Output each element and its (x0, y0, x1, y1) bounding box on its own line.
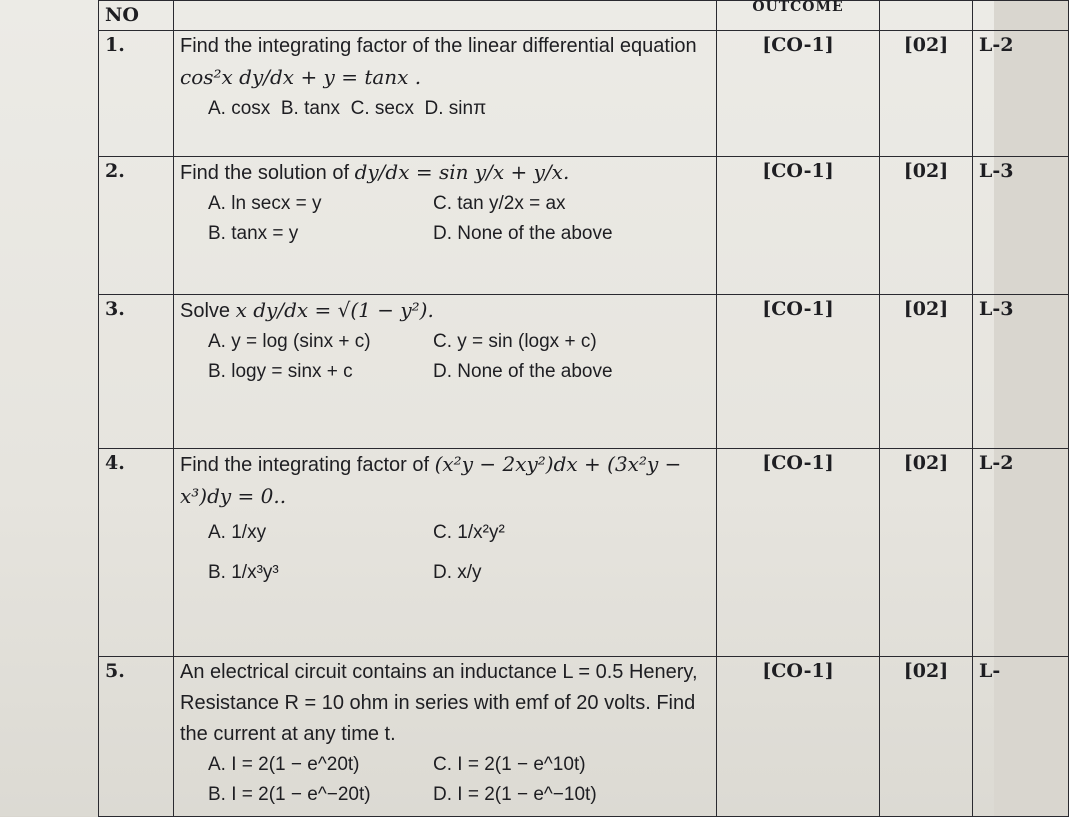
question-row-5 (99, 657, 1069, 817)
option-d: D. sinπ (424, 98, 487, 120)
bloom-level: L-2 (973, 449, 1069, 657)
option-c: C. I = 2(1 − e^10t) (433, 754, 586, 776)
question-row-3 (99, 295, 1069, 449)
course-outcome: [CO-1] (717, 295, 880, 449)
question-equation: cos²x dy/dx + y = tanx . (180, 65, 422, 90)
question-row-2 (99, 157, 1069, 295)
option-d: D. None of the above (433, 222, 613, 244)
option-a: A. I = 2(1 − e^20t) (208, 754, 360, 776)
option-list (180, 189, 710, 248)
question-number: 5. (99, 657, 174, 817)
question-body (174, 449, 717, 657)
question-body (174, 295, 717, 449)
bloom-level: L-3 (973, 157, 1069, 295)
option-c: C. tan y/2x = ax (433, 193, 566, 215)
option-b: B. 1/x³y³ (208, 562, 279, 584)
header-marks (880, 1, 973, 31)
header-outcome (717, 1, 880, 31)
question-stem (180, 449, 710, 513)
question-text: Find the integrating factor of the linear differential equation (180, 35, 697, 58)
option-d: D. I = 2(1 − e^−10t) (433, 783, 597, 805)
question-row-1 (99, 31, 1069, 157)
option-d: D. x/y (433, 562, 482, 584)
marks: [02] (880, 31, 973, 157)
option-list (180, 327, 710, 386)
option-b: B. logy = sinx + c (208, 360, 353, 382)
question-equation: x dy/dx = √(1 − y²). (235, 298, 434, 323)
bloom-level: L-2 (973, 31, 1069, 157)
question-stem (180, 295, 710, 327)
option-c: C. secx (350, 98, 414, 120)
course-outcome: [CO-1] (717, 157, 880, 295)
question-body (174, 31, 717, 157)
question-text: Find the solution of (180, 162, 355, 185)
option-a: A. cosx (208, 98, 271, 120)
course-outcome: [CO-1] (717, 657, 880, 817)
header-outcome-label: OUTCOME (752, 0, 844, 15)
option-b: B. I = 2(1 − e^−20t) (208, 783, 371, 805)
question-stem (180, 157, 710, 189)
course-outcome: [CO-1] (717, 449, 880, 657)
marks: [02] (880, 157, 973, 295)
question-body (174, 657, 717, 817)
question-row-4 (99, 449, 1069, 657)
question-table (98, 0, 1069, 817)
course-outcome: [CO-1] (717, 31, 880, 157)
question-body (174, 157, 717, 295)
marks: [02] (880, 449, 973, 657)
option-a: A. 1/xy (208, 522, 267, 544)
question-text: An electrical circuit contains an inductance L = 0.5 Henery, Resistance R = 10 ohm in series with emf of 20 volts. Find the current at any time t. (180, 661, 698, 746)
question-text: Solve (180, 300, 236, 323)
question-number: 3. (99, 295, 174, 449)
header-level (973, 1, 1069, 31)
option-list (180, 750, 710, 809)
question-number: 2. (99, 157, 174, 295)
question-stem (180, 657, 710, 750)
marks: [02] (880, 295, 973, 449)
option-list (180, 94, 710, 123)
option-b: B. tanx (280, 98, 341, 120)
question-text: Find the integrating factor of (180, 454, 435, 477)
question-number: 4. (99, 449, 174, 657)
header-question (174, 1, 717, 31)
option-list (180, 513, 710, 593)
option-c: C. 1/x²y² (433, 522, 505, 544)
question-equation: dy/dx = sin y/x + y/x. (354, 160, 570, 185)
question-stem (180, 31, 710, 94)
option-d: D. None of the above (433, 360, 613, 382)
bloom-level: L-3 (973, 295, 1069, 449)
header-row (99, 1, 1069, 31)
option-b: B. tanx = y (208, 222, 299, 244)
question-equation: (x²y − 2xy²)dx + (3x²y − x³)dy = 0.. (180, 452, 682, 509)
option-a: A. y = log (sinx + c) (208, 331, 371, 353)
marks: [02] (880, 657, 973, 817)
bloom-level: L- (973, 657, 1069, 817)
header-no: NO (99, 1, 174, 31)
option-a: A. ln secx = y (208, 193, 322, 215)
option-c: C. y = sin (logx + c) (433, 331, 597, 353)
question-number: 1. (99, 31, 174, 157)
